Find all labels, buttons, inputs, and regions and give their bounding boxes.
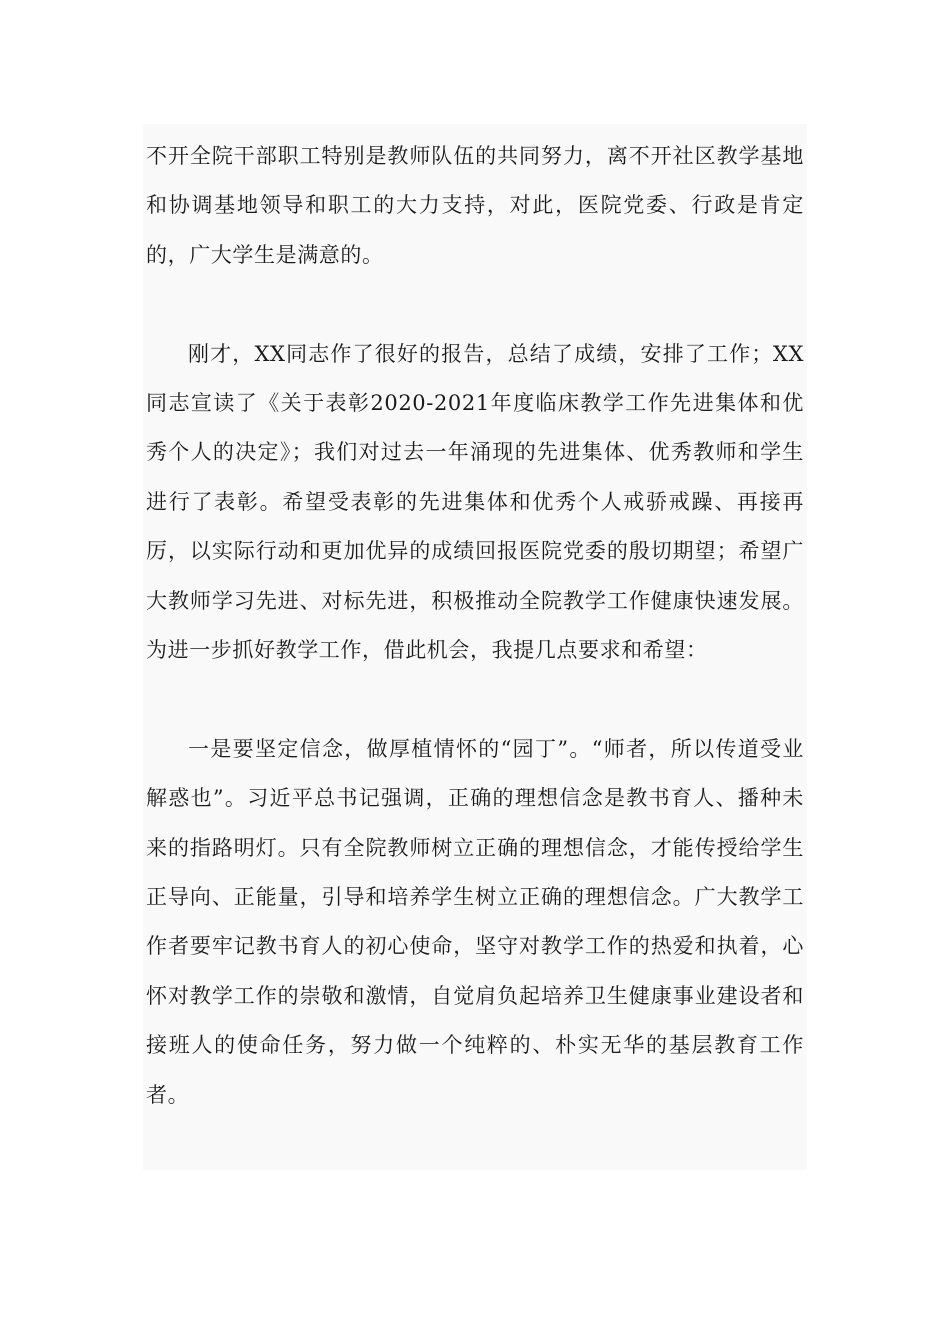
paragraph-2: 刚才，XX同志作了很好的报告，总结了成绩，安排了工作；XX同志宣读了《关于表彰2020-2021年度临床教学工作先进集体和优秀个人的决定》；我们对过去一年涌现的先进集体、优秀教师和学生进行了表彰。希望受表彰的先进集体和优秀个人戒骄戒躁、再接再厉，以实际行动和更加优异的成绩回报医院党委的殷切期望；希望广大教师学习先进、对标先进，积极推动全院教学工作健康快速发展。为进一步抓好教学工作，借此机会，我提几点要求和希望： bbox=[146, 341, 804, 663]
paragraph-gap bbox=[146, 675, 804, 724]
document-page bbox=[143, 124, 807, 1170]
paragraph-3: 一是要坚定信念，做厚植情怀的“园丁”。“师者，所以传道受业解惑也”。习近平总书记强调，正确的理想信念是教书育人、播种未来的指路明灯。只有全院教师树立正确的理想信念，才能传授给学生正导向、正能量，引导和培养学生树立正确的理想信念。广大教学工作者要牢记教书育人的初心使命，坚守对教学工作的热爱和执着，心怀对教学工作的崇敬和激情，自觉肩负起培养卫生健康事业建设者和接班人的使命任务，努力做一个纯粹的、朴实无华的基层教育工作者。 bbox=[146, 736, 804, 1107]
paragraph-1: 不开全院干部职工特别是教师队伍的共同努力，离不开社区教学基地和协调基地领导和职工的大力支持，对此，医院党委、行政是肯定的，广大学生是满意的。 bbox=[146, 144, 804, 267]
paragraph-gap bbox=[146, 280, 804, 329]
